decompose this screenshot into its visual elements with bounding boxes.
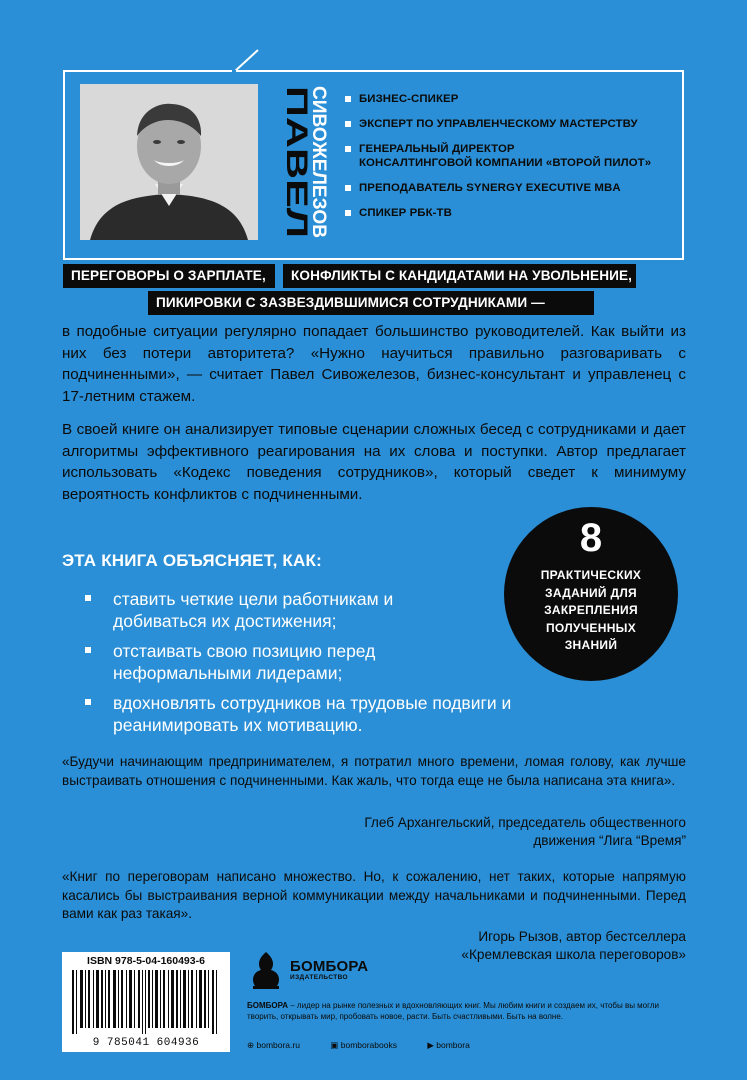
quote-ryzov-attribution-2: «Кремлевская школа переговоров» bbox=[461, 947, 686, 962]
barcode-bars bbox=[72, 970, 220, 1034]
role-item: ГЕНЕРАЛЬНЫЙ ДИРЕКТОР КОНСАЛТИНГОВОЙ КОМПАНИИ «ВТОРОЙ ПИЛОТ» bbox=[345, 142, 675, 170]
publisher-description bbox=[247, 1000, 687, 1022]
highlight-star-employees: ПИКИРОВКИ С ЗАЗВЕЗДИВШИМИСЯ СОТРУДНИКАМИ — bbox=[148, 291, 594, 315]
author-first-name: ПАВЕЛ bbox=[280, 86, 313, 192]
quote-ryzov-attribution-1: Игорь Рызов, автор бестселлера bbox=[478, 929, 686, 944]
social-website-label: bombora.ru bbox=[256, 1040, 300, 1050]
publisher-subtitle: ИЗДАТЕЛЬСТВО bbox=[290, 974, 349, 981]
highlight-salary: ПЕРЕГОВОРЫ О ЗАРПЛАТЕ, bbox=[63, 264, 275, 288]
social-vk-label: bomborabooks bbox=[340, 1040, 397, 1050]
quote-arkhangelsky-attribution-2: движения “Лига “Время” bbox=[533, 833, 686, 848]
quote-arkhangelsky: «Будучи начинающим предпринимателем, я потратил много времени, ломая голову, как лучше выстраивать отношения с подчиненными. Как жаль, что тогда еще не была написана эта книга». bbox=[62, 754, 686, 788]
description-paragraph-text: В своей книге он анализирует типовые сценарии сложных бесед с сотрудниками и дает алгоритмы эффективного реагирования на их слова и поступки. Автор предлагает использовать «Кодекс поведения сотрудников», который сведет к минимуму вероятность конфликтов с подчиненными. bbox=[62, 421, 686, 503]
role-item: БИЗНЕС-СПИКЕР bbox=[345, 92, 675, 106]
explains-item: вдохновлять сотрудников на трудовые подвиги и реанимировать их мотивацию. bbox=[85, 692, 533, 736]
badge-number: 8 bbox=[579, 516, 603, 560]
author-roles-list bbox=[345, 92, 675, 231]
description-paragraph bbox=[62, 419, 686, 505]
intro-paragraph: в подобные ситуации регулярно попадает большинство руководителей. Как выйти из них без потери авторитета? «Нужно научиться правильно разговаривать с подчиненными», — считает Павел Сивожелезов, бизнес-консультант и управленец с 17-летним стажем. bbox=[62, 323, 686, 405]
social-website[interactable]: ⊕ bombora.ru bbox=[247, 1040, 300, 1050]
role-item: СПИКЕР РБК-ТВ bbox=[345, 206, 675, 220]
explains-item: ставить четкие цели работникам и добиваться их достижения; bbox=[85, 588, 433, 632]
role-item: ПРЕПОДАВАТЕЛЬ SYNERGY EXECUTIVE MBA bbox=[345, 181, 675, 195]
quote-arkhangelsky-attribution-1: Глеб Архангельский, председатель общественного bbox=[364, 815, 686, 830]
publisher-description-lead: БОМБОРА bbox=[247, 1001, 289, 1010]
isbn-barcode bbox=[62, 952, 230, 1052]
frame-notch-decoration bbox=[232, 48, 260, 72]
author-last-name: СИВОЖЕЛЕЗОВ bbox=[308, 86, 329, 238]
badge-text: ПРАКТИЧЕСКИХ ЗАДАНИЙ ДЛЯ ЗАКРЕПЛЕНИЯ ПОЛУЧЕННЫХ ЗНАНИЙ bbox=[540, 568, 642, 652]
quote-ryzov: «Книг по переговорам написано множество. Но, к сожалению, нет таких, которые напрямую касались бы выстраивания верной коммуникации между начальниками и подчиненными. Перед вами как раз такая». bbox=[62, 869, 686, 921]
author-photo bbox=[80, 84, 258, 240]
publisher-socials bbox=[247, 1040, 498, 1051]
role-item: ЭКСПЕРТ ПО УПРАВЛЕНЧЕСКОМУ МАСТЕРСТВУ bbox=[345, 117, 675, 131]
social-youtube[interactable]: ▶ bombora bbox=[427, 1040, 470, 1050]
highlight-conflicts: КОНФЛИКТЫ С КАНДИДАТАМИ НА УВОЛЬНЕНИЕ, bbox=[283, 264, 636, 288]
isbn-text: ISBN 978-5-04-160493-6 bbox=[87, 955, 205, 967]
publisher-name: БОМБОРА bbox=[290, 958, 369, 975]
barcode-digits: 9 785041 604936 bbox=[92, 1037, 200, 1049]
explains-item: отстаивать свою позицию перед неформальными лидерами; bbox=[85, 640, 433, 684]
explains-list bbox=[85, 588, 525, 744]
author-name bbox=[265, 84, 331, 240]
social-vk[interactable]: ▣ bomborabooks bbox=[330, 1040, 397, 1050]
practical-tasks-badge bbox=[504, 507, 678, 681]
author-portrait-image bbox=[80, 84, 258, 240]
publisher-description-text: – лидер на рынке полезных и вдохновляющих книг. Мы любим книги и создаем их, чтобы вы могли творить, открывать мир, пробовать новое, расти. Быть счастливыми. Быть на волне. bbox=[247, 1001, 659, 1021]
explains-heading: ЭТА КНИГА ОБЪЯСНЯЕТ, КАК: bbox=[62, 551, 322, 570]
bombora-logo-icon bbox=[247, 950, 285, 990]
social-youtube-label: bombora bbox=[436, 1040, 470, 1050]
